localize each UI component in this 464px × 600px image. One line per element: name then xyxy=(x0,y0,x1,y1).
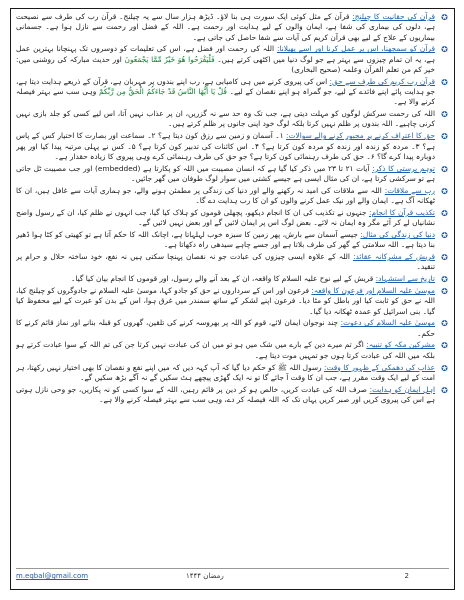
paragraph xyxy=(16,363,449,384)
paragraph xyxy=(16,208,449,229)
paragraph-heading: قرآن کی حقانیت کا چیلنج: xyxy=(352,12,435,21)
paragraph-text: چند نوجوان ایمان لائے، قوم کو اللہ پر بھروسہ کرنے کی تلقین، گھروں کو قبلہ بنانے اور نماز قائم کرنے کا حکم۔ xyxy=(16,318,435,338)
paragraph xyxy=(16,340,449,361)
paragraph-heading: قریش کے مشرکانہ عقائد: xyxy=(353,252,435,262)
paragraph-text: اگر تم میرے دین کے بارے میں شک میں ہو تو میں ان کی عبادت نہیں کرتا جن کی تم اللہ کے سوا عبادت کرتے ہو بلکہ میں اللہ کی عبادت کرتا ہوں جو تمہیں موت دیتا ہے۔ xyxy=(16,340,435,360)
paragraph-text: رسول اللہ ﷺ کو حکم دیا گیا کہ آپ کہہ دیں کہ میں اپنے نفع و نقصان کا بھی اختیار نہیں رکھتا، ہر امت کے لیے ایک وقت مقرر ہے، جب ان کا وقت آ جائے گا تو نہ ایک گھڑی پیچھے ہٹ سکیں گے نہ آگے بڑھ سکیں گے۔ xyxy=(16,362,435,382)
bullet-icon: ✪ xyxy=(441,110,448,120)
paragraph xyxy=(16,131,449,162)
bullet-icon: ✪ xyxy=(441,385,448,395)
arabic-verse: فَلْيَفْرَحُوا هُوَ خَيْرٌ مِّمَّا يَجْمَعُونَ xyxy=(124,54,215,64)
bullet-icon: ✪ xyxy=(441,208,448,218)
bullet-icon: ✪ xyxy=(441,230,448,240)
page-footer xyxy=(16,568,449,583)
paragraph-tail: وہی سب سے بہتر فیصلہ کرنے والا ہے۔ xyxy=(16,87,435,107)
paragraph-text: جیسے آسمان سے بارش، پھر زمین کا سبزہ خوب لہلہاتا ہے، اچانک اللہ کا حکم آتا ہے تو کھیتی کو کٹا ہوا ڈھیر بنا دیتا ہے۔ اللہ سلامتی کے گھر کی طرف بلاتا ہے اور جسے چاہے سیدھی راہ دکھاتا ہے۔ xyxy=(16,229,435,250)
paragraph-heading: موسیٰ علیہ السلام کی دعوت: xyxy=(340,318,435,328)
paragraph-text: ۱۔ آسمان و زمین سے رزق کون دیتا ہے؟ ۲۔ سماعت اور بصارت کا اختیار کس کے پاس ہے؟ ۳۔ مردہ کو زندہ اور زندہ کو مردہ کون کرتا ہے؟ ۴۔ اس کائنات کی تدبیر کون کرتا ہے؟ ۵۔ کس نے پہلی مرتبہ پیدا کیا اور پھر دوبارہ پیدا کرے گا؟ ۶۔ حق کی طرف رہنمائی کون کرتا ہے؟ جو حق کی طرف رہنمائی کرے وہی پیروی کا زیادہ حقدار ہے۔ xyxy=(16,131,436,161)
paragraph xyxy=(16,44,449,75)
paragraph xyxy=(16,12,449,43)
bullet-icon: ✪ xyxy=(441,363,448,373)
paragraph-heading: توہم پرستی کا ذکر: xyxy=(372,163,435,173)
document-body xyxy=(16,12,449,560)
paragraph-heading: قرآن رب کریم کی طرف سے حق: xyxy=(329,76,435,86)
paragraph-tail: اور حدیث مبارکہ کی روشنی میں: خیر کم من تعلم القرآن وعلمہ (صحیح البخاری) xyxy=(16,54,435,74)
bullet-icon: ✪ xyxy=(441,132,448,142)
paragraph-heading: اہل ایمان کو ہدایت: xyxy=(369,384,436,394)
paragraph-text: اللہ کی رحمت اور فضل ہے، اس کی تعلیمات کو دوسروں تک پہنچانا بہترین عمل ہے، یہ ان تمام چیزوں سے بہتر ہے جو لوگ دنیا میں اکٹھی کرتے ہیں۔ xyxy=(16,44,435,64)
paragraph-heading: مشرکین مکہ کو تنبیہ: xyxy=(366,340,436,350)
bullet-icon: ✪ xyxy=(441,319,448,329)
paragraph-text: جنہوں نے تکذیب کی ان کا انجام دیکھو، پچھلی قوموں کو ہلاک کیا گیا، جب انہوں نے ظلم کیا، ان کے رسول واضح نشانیاں لے کر آئے مگر وہ ایمان نہ لائے۔ بعض لوگ اس پر ایمان لائیں گے اور بعض نہیں لائیں گے۔ xyxy=(16,207,435,228)
paragraph xyxy=(16,385,449,406)
paragraph xyxy=(16,274,449,284)
bullet-icon: ✪ xyxy=(441,286,448,296)
bullet-icon: ✪ xyxy=(441,253,448,263)
paragraph-text: اس کی پیروی کرنے میں ہی کامیابی ہے، رب اپنے بندوں پر مہربان ہے، قرآن کے ذریعے ہدایت دیتا ہے، جو ہدایت پائے اپنے فائدے کے لیے، جو گمراہ ہو اپنے نقصان کے لیے۔ xyxy=(16,76,435,97)
paragraph-heading: موسیٰ علیہ السلام اور فرعون کا واقعہ: xyxy=(311,285,436,295)
bullet-icon: ✪ xyxy=(441,45,448,55)
paragraph-heading: حق کا اعتراف کرنے پر مجبور کرنے والے سوالات: xyxy=(286,131,435,141)
paragraph-text: فرعون اور اس کے سرداروں نے حق کو جادو کہا، موسیٰ علیہ السلام نے جادوگروں کو چیلنج کیا، اللہ نے حق کو ثابت کیا اور باطل کو مٹا دیا۔ فرعون اپنے لشکر کے ساتھ سمندر میں غرق ہوا، اس کے بدن کو عبرت کے لیے محفوظ کیا گیا۔ بنی اسرائیل کو عمدہ ٹھکانہ دیا گیا۔ xyxy=(16,285,435,316)
bullet-icon: ✪ xyxy=(441,275,448,285)
paragraph-heading: قرآن کو سمجھنا، اس پر عمل کرنا اور اسے پھیلانا: xyxy=(276,44,435,54)
bullet-icon: ✪ xyxy=(441,341,448,351)
paragraph-text: صرف اللہ کی عبادت کریں، خالص ہو کر دین پر قائم رہیں، اللہ کے سوا کسی کو نہ پکاریں، جو وحی نازل ہوتی ہے اس کی پیروی کریں اور صبر کریں یہاں تک کہ اللہ فیصلہ کر دے، وہی سب سے بہتر فیصلہ کرنے والا ہے۔ xyxy=(16,384,435,404)
paragraph xyxy=(16,109,449,130)
bullet-icon: ✪ xyxy=(441,186,448,196)
paragraph-heading: تاریخ سے استشہاد: xyxy=(375,274,435,284)
paragraph xyxy=(16,77,449,108)
arabic-verse: قُلْ يَا أَيُّهَا النَّاسُ قَدْ جَاءَكُمُ الْحَقُّ مِن رَّبِّكُمْ xyxy=(99,87,227,97)
bullet-icon: ✪ xyxy=(441,77,448,87)
bullet-icon: ✪ xyxy=(441,13,448,22)
paragraph-heading: تکذیب قرآن کا انجام: xyxy=(369,207,435,217)
paragraph-heading: رب سے ملاقات: xyxy=(384,185,435,195)
footer-page-number: 2 xyxy=(404,572,409,580)
paragraph xyxy=(16,164,449,185)
paragraph xyxy=(16,286,449,317)
paragraph-heading: دنیا کی زندگی کی مثال: xyxy=(360,229,435,239)
bullet-icon: ✪ xyxy=(441,164,448,174)
paragraph xyxy=(16,318,449,339)
paragraph xyxy=(16,230,449,251)
paragraph xyxy=(16,252,449,273)
paragraph-text: اللہ کے علاوہ ایسی چیزوں کی عبادت جو نہ نقصان پہنچا سکتی ہیں نہ نفع، خود ساختہ حلال و حرام پر تنقید۔ xyxy=(16,252,435,272)
footer-email-link[interactable]: m.eqbal@gmail.com xyxy=(16,572,89,580)
paragraph xyxy=(16,186,449,207)
paragraph-text: اللہ سے ملاقات کی امید نہ رکھنے والے اور دنیا کی زندگی پر مطمئن ہونے والے، جو ہماری آیات سے غافل ہیں، ان کا ٹھکانہ آگ ہے۔ ایمان والے اور نیک عمل کرنے والوں کو ان کا رب ہدایت دے گا۔ xyxy=(16,185,435,206)
footer-month-year: رمضان ۱۴۴۴ xyxy=(186,572,224,580)
paragraph-text: قریش کے لیے نوح علیہ السلام کا واقعہ، ان کے بعد آنے والے رسول، اور قوموں کا انجام بیان کیا گیا۔ xyxy=(71,274,374,284)
paragraph-text: اللہ کی رحمت سرکش لوگوں کو مہلت دیتی ہے، جب تک وہ حد سے نہ گزریں، ان پر عذاب نہیں آتا، اس لیے کسی کو جلد بازی نہیں کرنی چاہیے۔ اللہ بندوں پر ظلم نہیں کرتا بلکہ لوگ خود اپنی جانوں پر ظلم کرتے ہیں۔ xyxy=(16,109,435,129)
paragraph-text: قرآن کے مثل کوئی ایک سورت ہی بنا لاؤ۔ ڈیڑھ ہزار سال سے یہ چیلنج۔ قرآن رب کی طرف سے نصیحت ہے، دلوں کی بیماری کی شفا ہے، ایمان والوں کے لیے ہدایت اور رحمت ہے۔ اللہ کے فضل اور رحمت سے نازل ہوا ہے۔ جسمانی بیماریوں کے علاج کے لیے بھی قرآن کریم کی آیات سے شفا حاصل کی جاتی ہے۔ xyxy=(16,12,435,42)
paragraph-text: آیات ۲۱ تا ۲۳ میں ذکر کیا گیا ہے کہ انسان مصیبت میں اللہ کو پکارتا ہے (embedded) اور جب مصیبت ٹل جاتی ہے تو سرکشی کرتا ہے، ان کی مثال ایسی ہے جیسے کشتی میں سوار لوگ طوفان میں گھر جائیں۔ xyxy=(16,163,435,183)
paragraph-heading: عذاب کی دھمکی کے ظہور کا وقت: xyxy=(323,362,435,372)
